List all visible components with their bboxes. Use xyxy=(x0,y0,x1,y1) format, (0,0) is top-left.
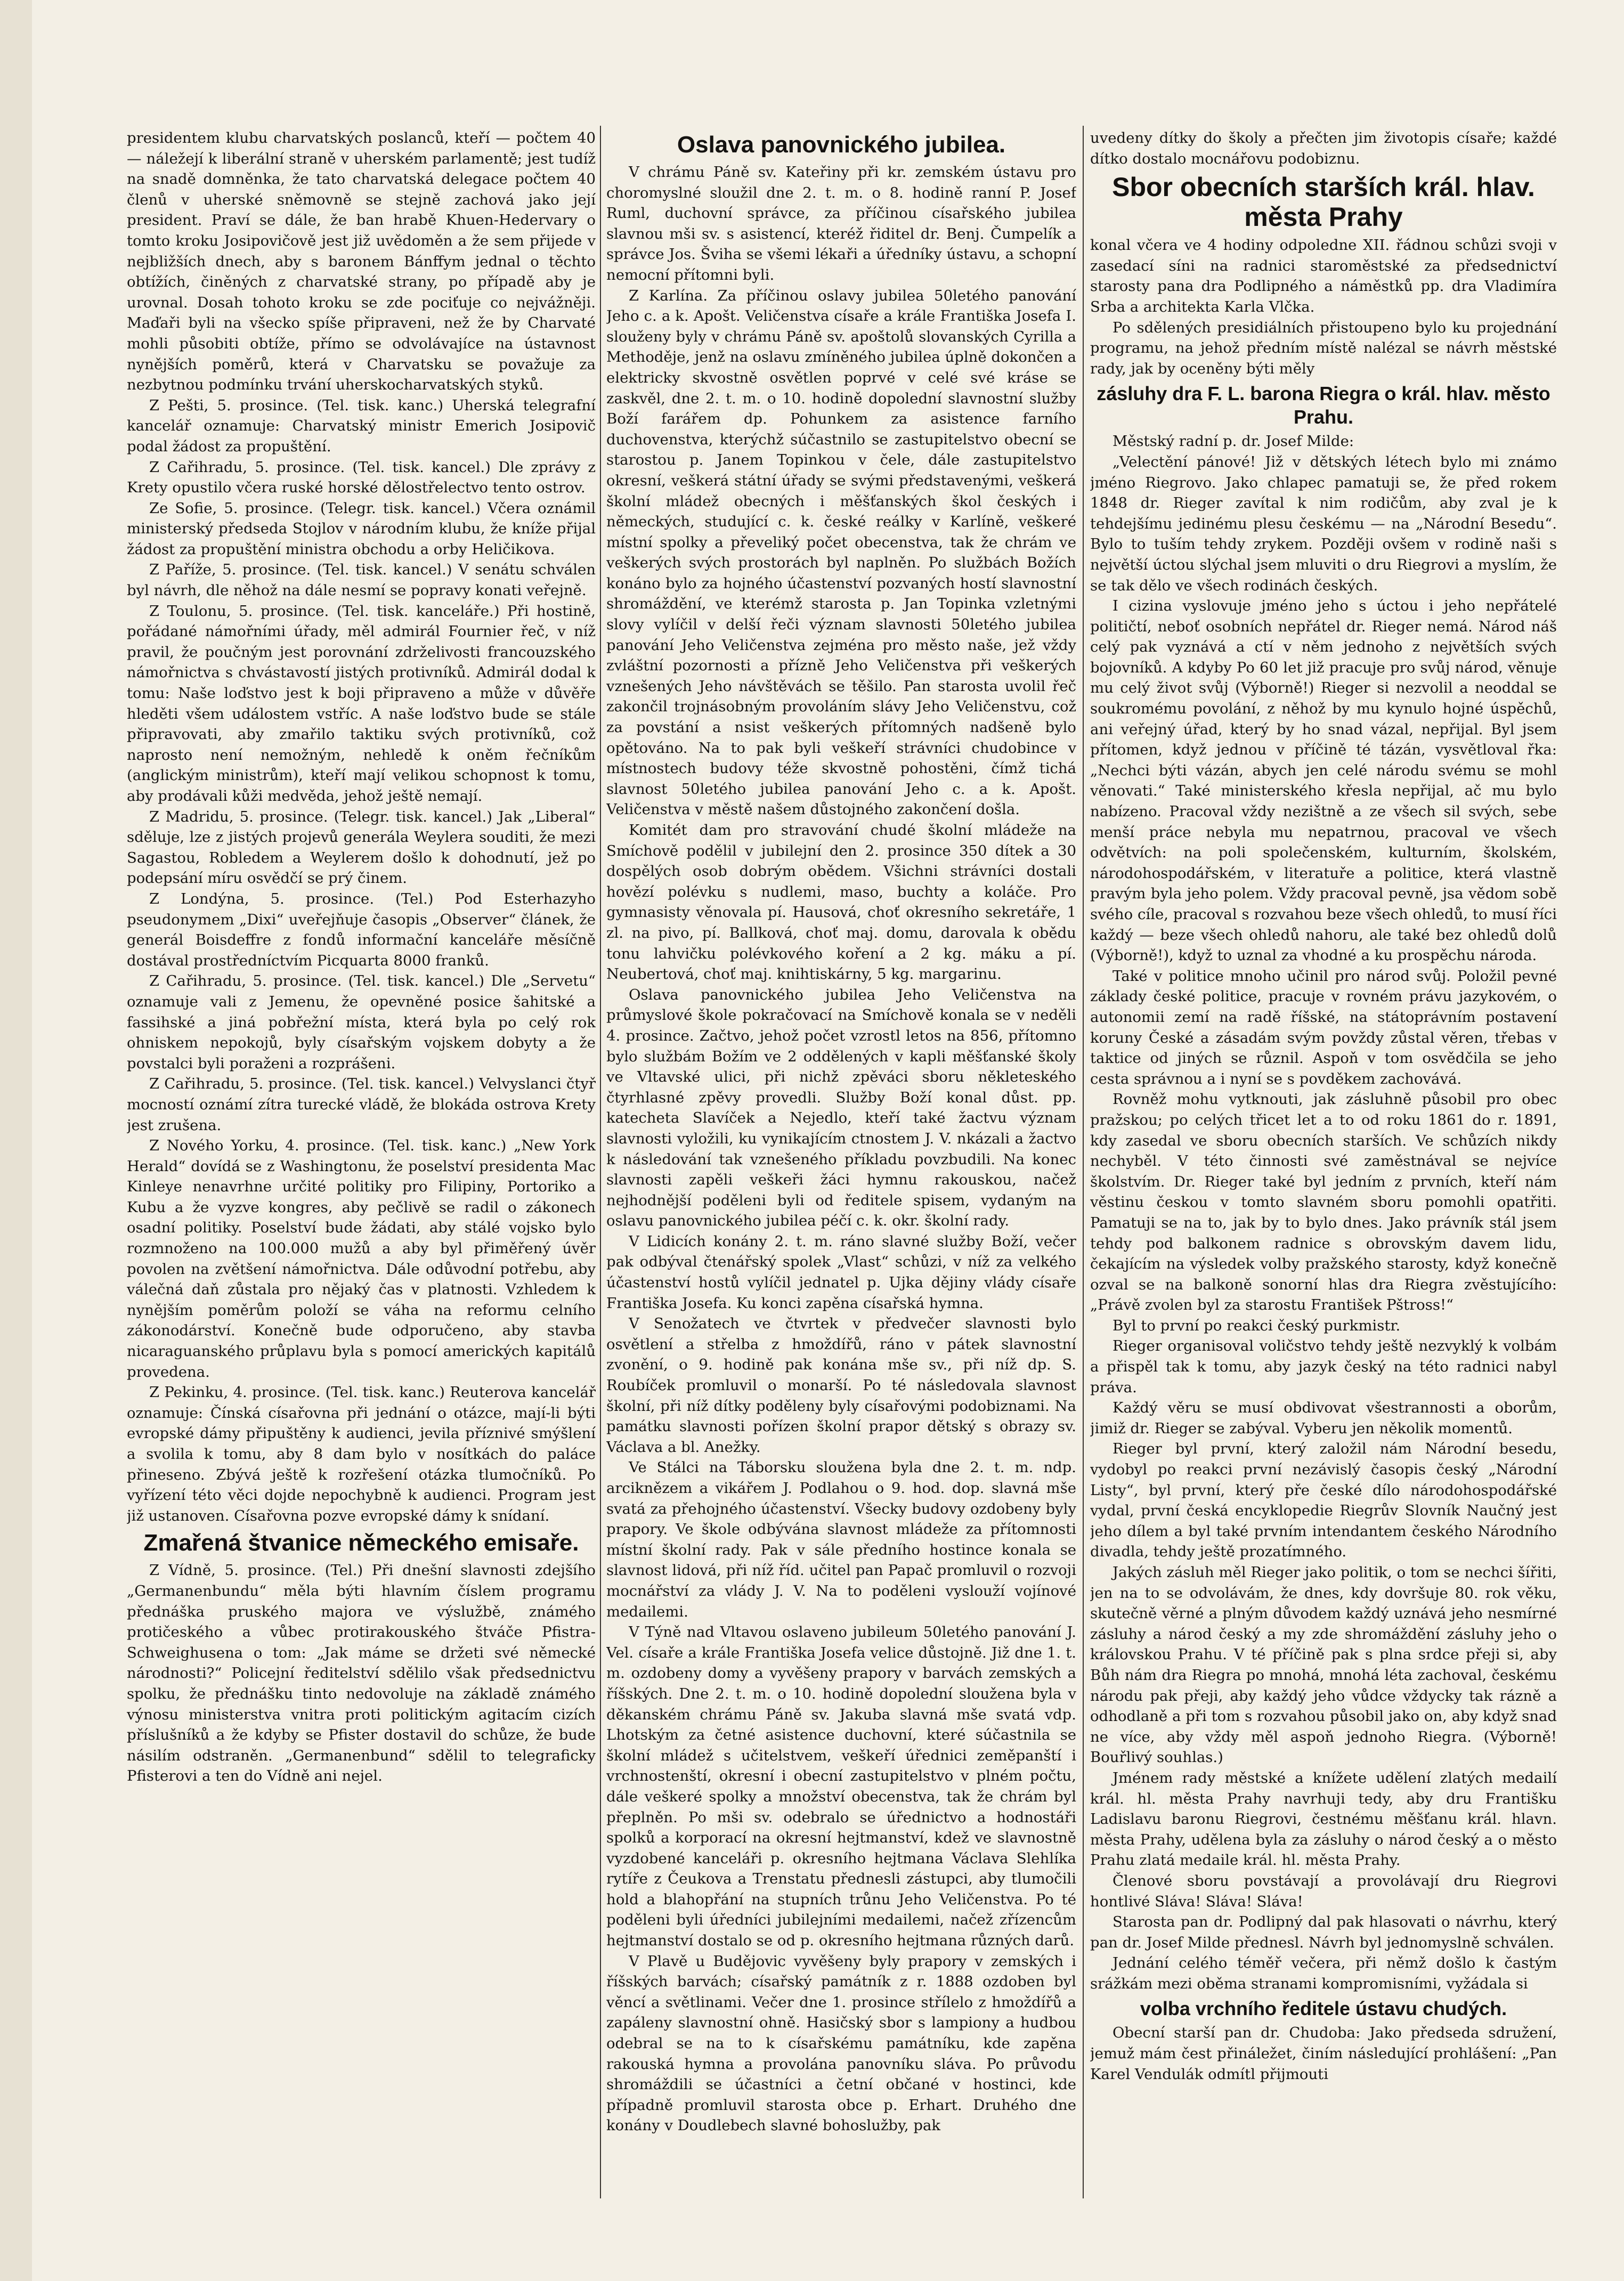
paragraph: Také v politice mnoho učinil pro národ svůj. Položil pevné základy české politice, pracuje v rovném právu jazykovém, o autonomii zemí na radě říšské, na státoprávním postavení koruny České a zásadám svým povždy zůstal věren, třebas v taktice od jiných se různil. Aspoň v tom osvědčila se jeho cesta správnou a i nyní se s povděkem zachovává. xyxy=(1090,967,1557,1087)
paragraph: Po sdělených presidiálních přistoupeno bylo ku projednání programu, na jehož předním místě nalézal se návrh městské rady, jak by oceněny býti měly xyxy=(1090,319,1557,377)
paragraph: V Plavě u Budějovic vyvěšeny byly prapory v zemských i říšských barvách; císařský památník z r. 1888 ozdoben byl věncí a světlinami. Večer dne 1. prosince střílelo z hmoždířů a zapáleny slavnostní ohně. Hasičský sbor s lampiony a hudbou odebral se na to k císařskému památníku, kde zapěna rakouská hymna a provolána panovníku sláva. Po průvodu shromáždili se účastníci a četní občané v hostinci, kde případně promluvil starosta obce p. Erhart. Druhého dne konány v Doudlebech slavné bohoslužby, pak xyxy=(606,1952,1076,2134)
paragraph: Městský radní p. dr. Josef Milde: xyxy=(1113,433,1354,450)
news-item: Ze Sofie, 5. prosince. (Telegr. tisk. kancel.) Včera oznámil ministerský předseda Stojlov v národním klubu, že kníže přijal žádost za propuštění ministra obchodu a orby Heličikova. xyxy=(127,499,596,558)
column-3 xyxy=(1090,128,1557,2195)
news-item: Z Cařihradu, 5. prosince. (Tel. tisk. kancel.) Dle „Servetu“ oznamuje vali z Jemenu, že opevněné posice šahitské a fassihské a jiná pobřežní místa, která byla po celý rok ohniskem nepokojů, byly císařským vojskem dobyty a že povstalci byli poraženi a rozprášeni. xyxy=(127,972,596,1072)
paragraph: Oslava panovnického jubilea Jeho Veličenstva na průmyslové škole pokračovací na Smíchově konala se v neděli 4. prosince. Začtvo, jehož počet vzrostl letos na 856, přítomno bylo službám Božím ve 2 oddělených v kapli měšťanské školy ve Vltavské ulici, při nichž zpěváci sboru někleteského čtyrhlasné zpěvy provedli. Služby Boží konal důst. pp. katecheta Slavíček a Nejedlo, kteří také žactvu význam slavnosti vyložili, ku vynikajícím ctnostem J. V. nkázali a žactvo k následování tak vznešeného příkladu povzbudili. Na konec slavnosti zapěli veškeři žáci hymnu rakouskou, načež nejhodnější poděleni byli od ředitele spisem, vydaným na oslavu panovnického jubilea péčí c. k. okr. školní rady. xyxy=(606,986,1076,1230)
page-edge-shadow xyxy=(0,0,32,2281)
paragraph: V Týně nad Vltavou oslaveno jubileum 50letého panování J. Vel. císaře a krále Františka Josefa velice důstojně. Již dne 1. t. m. ozdobeny domy a vyvěšeny prapory v barvách zemských a říšských. Dne 2. t. m. o 10. hodině dopolední sloužena byla v děkanském chrámu Páně sv. Jakuba slavná mše svatá vdp. Lhotským za četné asistence duchovní, které súčastnila se školní mládež s učitelstvem, veškeří úřednici zeměpanští i vrchnostenští, okresní i obecní zastupitelstvo v plném počtu, dále veškeré spolky a množství obecenstva, tak že chrám byl přeplněn. Po mši sv. odebralo se úřednictvo a hodnostáři spolků a korporací na okresní hejtmanství, kdež ve slavnostně vyzdobené kanceláři p. okresního hejtmana Václava Slehlíka rytíře z Čeukova a Trenstatu přednesli zástupci, aby tlumočili hold a blahopřání na stupních trůnu Jeho Veličenstva. Po té poděleni byli úředníci jubilejními medailemi, načež zřízencům hejtmanství dostalo se od p. okresního hejtmana různých darů. xyxy=(606,1624,1076,1950)
paragraph: Rieger organisoval voličstvo tehdy ještě nezvyklý k volbám a přispěl tak k tomu, aby jazyk český na této radnici nabyl práva. xyxy=(1090,1337,1557,1396)
news-item: Z Pešti, 5. prosince. (Tel. tisk. kanc.) Uherská telegrafní kancelář oznamuje: Charvatský ministr Emerich Josipovič podal žádost za propuštění. xyxy=(127,396,596,455)
news-item: Z Toulonu, 5. prosince. (Tel. tisk. kanceláře.) Při hostině, pořádané námořními úřady, měl admirál Fournier řeč, v níž pravil, že poučným jest porovnání zdrželivosti francouzského námořnictva s chvástavostí jistých protivníků. Admirál dodal k tomu: Naše loďstvo jest k boji připraveno a může v důvěře hleděti všem událostem vstříc. A naše loďstvo bude se stále připravovati, aby zmařilo taktiku svých protivníků, což naprosto není nemožným, nehledě k oněm řečníkům (anglickým ministrům), kteří mají velikou schopnost k tomu, aby prodávali kůži medvěda, jehož ještě nemají. xyxy=(127,602,596,805)
column-rule xyxy=(1083,126,1084,2198)
paragraph: Obecní starší pan dr. Chudoba: Jako předseda sdružení, jemuž mám čest přináležet, činím následující prohlášení: „Pan Karel Vendulák odmítl přijmouti xyxy=(1090,2024,1557,2083)
paragraph: „Velectění pánové! Již v dětských létech bylo mi známo jméno Riegrovo. Jako chlapec pamatuji se, že před rokem 1848 dr. Rieger zavítal k nim rodičům, aby zval je k tehdejšímu jedinému plesu českému — na „Národní Besedu“. Bylo to tuším tehdy zrykem. Později ovšem v rodině naši s největší úctou slýchal jsem mluviti o dru Riegrovi a myslím, že se tak dělo ve všech rodinách českých. xyxy=(1090,453,1557,594)
paragraph: Jednání celého téměř večera, při němž došlo k častým srážkám mezi oběma stranami kompromisními, vyžádala si xyxy=(1090,1954,1557,1992)
paragraph: Rovněž mohu vytknouti, jak zásluhně působil pro obec pražskou; po celých třicet let a to od roku 1861 do r. 1891, kdy zasedal ve sboru obecních starších. Ve schůzích nikdy nechyběl. V této činnosti své zaměstnával se nejvíce školstvím. Dr. Rieger také byl jedním z prvních, kteří nám věstinu českou v tomto slavném sboru pomohli opatřiti. Pamatuji se na to, jak by to bylo dnes. Jako právník stál jsem tehdy pod balkonem radnice s obrovským davem lidu, čekajícím na výsledek volby pražského starosty, když konečně ozval se na balkoně sonorní hlas dra Riegra zvěstujícího: „Právě zvolen byl za starostu František Pštross!“ xyxy=(1090,1091,1557,1314)
paragraph: Jménem rady městské a knížete udělení zlatých medailí král. hl. města Prahy navrhuji tedy, aby dru Františku Ladislavu baronu Riegrovi, čestnému měšťanu král. hlavn. města Prahy, udělena byla za zásluhy o národ český a o město Prahu zlatá medaile král. hl. města Prahy. xyxy=(1090,1769,1557,1869)
paragraph: Rieger byl první, který založil nám Národní besedu, vydobyl po reakci první nezávislý časopis český „Národní Listy“, byl první, který pře české dílo národohospodářské vydal, první česká encyklopedie Riegrův Slovník Naučný jest jeho dílem a byl také prvním intendantem českého Národního divadla, tehdy ještě prozatímného. xyxy=(1090,1440,1557,1561)
paragraph: Jakých zásluh měl Rieger jako politik, o tom se nechci šířiti, jen na to se odvolávám, že dnes, kdy dovršuje 80. rok věku, skutečně věrné a plným důvodem každý uznává jeho nesmírné zásluhy a národ český a my zde shromáždění zásluhy jeho o královskou Prahu. V té příčině pak s plna srdce přeji si, aby Bůh nám dra Riegra po mnohá, mnohá léta zachoval, českému národu pak přeji, aby každý jeho vůdce vždycky tak rázně a odhodlaně a při tom s rozvahou působil jako on, aby když snad ne více, aby vždy měl aspoň jednoho Riegra. (Výborně! Bouřlivý souhlas.) xyxy=(1090,1564,1557,1766)
article-heading: Zmařená štvanice německého emisaře. xyxy=(143,1530,579,1556)
paragraph: Každý věru se musí obdivovat všestrannosti a oborům, jimiž dr. Rieger se zabýval. Vyberu jen několik momentů. xyxy=(1090,1399,1557,1437)
column-rule xyxy=(600,126,601,2198)
news-item: Z Nového Yorku, 4. prosince. (Tel. tisk. kanc.) „New York Herald“ dovídá se z Washingtonu, že poselství presidenta Mac Kinleye nenavrhne určité politiky pro Filipiny, Portoriko a Kubu a že vyzve kongres, aby pečlivě se radil o zákonech osadní politiky. Poselství bude žádati, aby stálé vojsko bylo rozmnoženo na 100.000 mužů a aby byl přiměřený úvěr povolen na zvětšení námořnictva. Dále odůvodní potřebu, aby válečná daň zůstala pro nějaký čas v platnosti. Vzhledem k nynějším poměrům položí se váha na reformu celního zákonodárství. Konečně bude odporučeno, aby stavba nicaraguanského průplavu byla s pomocí amerických kapitálů provedena. xyxy=(127,1137,596,1381)
paragraph: konal včera ve 4 hodiny odpoledne XII. řádnou schůzi svoji v zasedací síni na radnici staroměstské za předsednictví starosty pana dra Podlipného a náměstků pp. dra Vladimíra Srba a architekta Karla Vlčka. xyxy=(1090,237,1557,315)
section-subheading: volba vrchního ředitele ústavu chudých. xyxy=(1140,1998,1507,2020)
paragraph: Členové sboru povstávají a provolávají dru Riegrovi hontlivé Sláva! Sláva! Sláva! xyxy=(1090,1872,1557,1910)
news-item: Z Paříže, 5. prosince. (Tel. tisk. kancel.) V senátu schválen byl návrh, dle něhož na dále nesmí se popravy konati veřejně. xyxy=(127,561,596,599)
news-item: Z Cařihradu, 5. prosince. (Tel. tisk. kancel.) Velvyslanci čtyř mocností oznámí zítra turecké vládě, že blokáda ostrova Krety jest zrušena. xyxy=(127,1075,596,1134)
section-subheading: zásluhy dra F. L. barona Riegra o král. hlav. město Prahu. xyxy=(1097,383,1550,428)
column-2 xyxy=(606,128,1076,2195)
article-heading: Oslava panovnického jubilea. xyxy=(677,132,1006,158)
article-heading: Sbor obecních starších král. hlav. města Prahy xyxy=(1112,172,1535,232)
news-item: Z Pekinku, 4. prosince. (Tel. tisk. kanc.) Reuterova kancelář oznamuje: Čínská císařovna při jednání o otázce, mají-li býti evropské dámy připuštěny k audienci, jevila příznivé smýšlení a svolila k tomu, aby 8 dam bylo v nosítkách do paláce přineseno. Zbývá ještě k rozřešení otázka tlumočníků. Po vyřízení této věci dojde nepochybně k audienci. Program jest již ustanoven. Císařovna pozve evropské dámy k snídaní. xyxy=(127,1384,596,1524)
paragraph: Z Vídně, 5. prosince. (Tel.) Při dnešní slavnosti zdejšího „Germanenbundu“ měla býti hlavním číslem programu přednáška pruského majora ve výslužbě, známého protičeského a vůbec protirakouského štváče Pfistra-Schweighusena o tom: „Jak máme se držeti své německé národnosti?“ Policejní ředitelství sdělilo však předsednictvu spolku, že přednášku tinto nedovoluje na základě známého výnosu ministerstva vnitra proti politickým agitacím cizích příslušníků a že kdyby se Pfister dostavil do schůze, že bude násilím odstraněn. „Germanenbund“ sdělil to telegraficky Pfisterovi a ten do Vídně ani nejel. xyxy=(127,1562,596,1785)
paragraph: V chrámu Páně sv. Kateřiny při kr. zemském ústavu pro choromyslné sloužil dne 2. t. m. o 8. hodině ranní P. Josef Ruml, duchovní správce, za příčinou císařského jubilea slavnou mši sv. s asistencí, kteréž řiditel dr. Benj. Čumpelík a správce Jos. Šviha se všemi lékaři a úředníky ústavu, a schopní nemocní přítomni byli. xyxy=(606,164,1076,283)
news-item: Z Cařihradu, 5. prosince. (Tel. tisk. kancel.) Dle zprávy z Krety opustilo včera ruské horské dělostřelectvo tento ostrov. xyxy=(127,458,596,497)
news-item: Z Londýna, 5. prosince. (Tel.) Pod Esterhazyho pseudonymem „Dixi“ uveřejňuje časopis „Observer“ článek, že generál Boisdeffre z fondů informační kanceláře měsíčně dostával prostředníctvím Picquarta 8000 franků. xyxy=(127,890,596,969)
paragraph: V Lidicích konány 2. t. m. ráno slavné služby Boží, večer pak odbýval čtenářský spolek „Vlast“ schůzi, v níž za velkého účastenství hostů vylíčil jednatel p. Ujka dějiny vlády císaře Františka Josefa. Ku konci zapěna císařská hymna. xyxy=(606,1232,1076,1312)
column-1 xyxy=(127,128,596,2195)
paragraph: Byl to první po reakci český purkmistr. xyxy=(1113,1317,1401,1334)
paragraph: presidentem klubu charvatských poslanců, kteří — počtem 40 — náležejí k liberální straně v uherském parlamentě; jest tudíž na snadě domněnka, že tato charvatská delegace počtem 40 členů v uherské sněmovně se stejně zachová jako její president. Praví se dále, že ban hrabě Khuen-Hedervary o tomto kroku Josipovičově jest již uvědoměn a že sem přijede v nejbližších dnech, aby s baronem Bánffym jednal o těchto obtížích, činěných z charvatské strany, po případě aby je urovnal. Dosah tohoto kroku se zde pociťuje co nejvážněji. Maďaři byli na všecko spíše připraveni, než že by Charvaté mohli působiti obtíže, přímo se odvolávajíce na ústavnost nynějších poměrů, která v Charvatsku se považuje za nezbytnou podmínku trvání uherskocharvatských styků. xyxy=(127,129,596,394)
paragraph: Z Karlína. Za příčinou oslavy jubilea 50letého panování Jeho c. a k. Apošt. Veličenstva císaře a krále Františka Josefa I. slouženy byly v chrámu Páně sv. apoštolů slovanských Cyrilla a Methoděje, jenž na oslavu zmíněného jubilea úplně dokončen a elektricky skvostně osvětlen poprvé v celé své kráse se zaskvěl, dne 2. t. m. o 10. hodině dopolední slavnostní služby Boží farářem dp. Pohunkem za asistence farního duchovenstva, kterýchž súčastnilo se zastupitelstvo obecní se starostou p. Janem Topinkou v čele, dále zastupitelstvo okresní, veškerá státní úřady se svými představenými, veškerá školní mládež obecných i měšťanských škol českých i německých, studující c. k. české reálky v Karlíně, veškeré místní spolky a převeliký počet obecenstva, tak že chrám ve veškerých svých prostorách byl naplněn. Po službách Božích konáno bylo za hojného účastenství pozvaných hostí slavnostní shromáždění, ve kterémž starosta p. Jan Topinka vzletnými slovy vylíčil v delší řeči význam slavnosti 50letého jubilea panování Jeho Veličenstva zejména pro město naše, jež vždy zvláštní pozornosti a přízně Jeho Veličenstva při veškerých vznešených Jeho návštěvách se těšilo. Pan starosta uvolil řeč zakončil trojnásobným provoláním slávy Jeho Veličenstvu, což za povstání a nsist veškerých přítomných nadšeně bylo opětováno. Na to pak byli veškeří strávníci chudobince v místnostech budovy téže skvostně pohostěni, čímž tichá slavnost 50letého jubilea panování Jeho c. a k. Apošt. Veličenstva v městě našem důstojného zakončení došla. xyxy=(606,287,1076,818)
paragraph: Starosta pan dr. Podlipný dal pak hlasovati o návrhu, který pan dr. Josef Milde přednesl. Návrh byl jednomyslně schválen. xyxy=(1090,1913,1557,1951)
paragraph: V Senožatech ve čtvrtek v předvečer slavnosti bylo osvětlení a střelba z hmoždířů, ráno v pátek slavnostní zvonění, o 9. hodině pak konána mše sv., při níž dp. S. Roubíček promluvil o monarší. Po té následovala slavnost školní, při níž dítky poděleny byly císařovými podobiznami. Na památku slavnosti pořízen školní prapor dětský s obrazy sv. Václava a bl. Anežky. xyxy=(606,1315,1076,1456)
paragraph: Komitét dam pro stravování chudé školní mládeže na Smíchově podělil v jubilejní den 2. prosince 350 dítek a 30 dospělých osob dobrým obědem. Všichni strávníci dostali hovězí polévku s nudlemi, maso, buchty a koláče. Pro gymnasisty věnovala pí. Hausová, choť okresního sekretáře, 1 zl. na pivo, pí. Ballková, choť maj. domu, darovala k obědu tonu lahvičku polévkového koření a 2 kg. máku a pí. Neubertová, choť maj. knihtiskárny, 5 kg. margarinu. xyxy=(606,822,1076,983)
paragraph: I cizina vyslovuje jméno jeho s úctou i jeho nepřátelé političtí, neboť osobních nepřátel dr. Rieger nemá. Národ náš celý pak vyznává a ctí v něm jednoho z největších svých bojovníků. A kdyby Po 60 let již pracuje pro svůj národ, věnuje mu celý život svůj (Výborně!) Rieger si nezvolil a neoddal se soukromému povolání, z něhož by mu kynulo hojné úspěchů, ani veřejný úřad, který by ho snad vázal, nepřijal. Byl jsem přítomen, když jednou v příčině té tázán, vysvětloval řka: „Nechci býti vázán, abych jen celé národu svému se mohl věnovati.“ Také ministerského křesla nepřijal, ač mu bylo nabízeno. Pracoval vždy nezištně a ze všech sil svých, sebe menší práce nebyla mu nepatrnou, pracoval ve všech odvětvích: na poli společenském, kulturním, školském, národohospodářském, v literatuře a politice, která vlastně pravým byla jeho polem. Vždy pracoval pevně, jsa vědom sobě svého cíle, pracoval s rozvahou beze všech ohledů, to musí říci každý — beze všech ohledů nahoru, ale také bez ohledů dolů (Výborně!), když to uznal za vhodné a ku prospěchu národa. xyxy=(1090,597,1557,964)
paragraph: Ve Stálci na Táborsku sloužena byla dne 2. t. m. ndp. arciknězem a vikářem J. Podlahou o 9. hod. dop. slavná mše svatá za přehojného účastenství. Všecky budovy ozdobeny byly prapory. Ve škole odbývána slavnost mládeže za přítomnosti místní školní rady. Pak v sále předního hostince konala se slavnost lidová, při níž říd. učitel pan Papač promluvil o rozvoji mocnářství za vlády J. V. Na to poděleni vyslouží vojínové medailemi. xyxy=(606,1459,1076,1620)
news-item: Z Madridu, 5. prosince. (Telegr. tisk. kancel.) Jak „Liberal“ sděluje, lze z jistých projevů generála Weylera souditi, že mezi Sagastou, Robledem a Weylerem došlo k dohodnutí, jež po podepsání míru osvědčí se prý činem. xyxy=(127,808,596,887)
paragraph: uvedeny dítky do školy a přečten jim životopis císaře; každé dítko dostalo mocnářovu podobiznu. xyxy=(1090,129,1557,167)
